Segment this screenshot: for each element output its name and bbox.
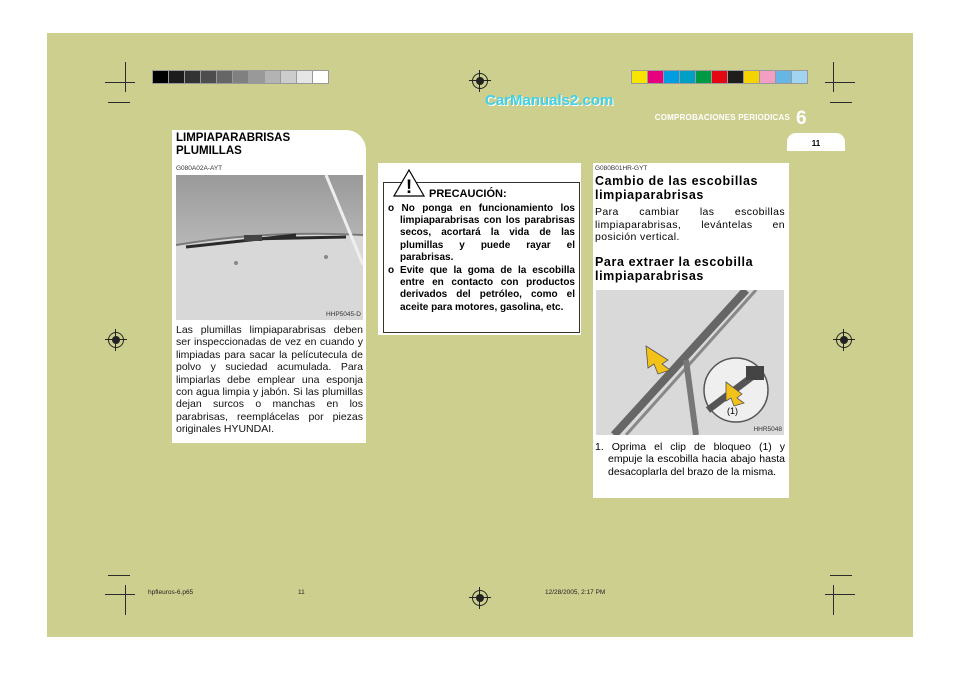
calibration-swatch xyxy=(153,71,168,83)
calibration-swatch xyxy=(696,71,711,83)
crop-mark xyxy=(108,102,130,103)
calibration-swatch xyxy=(680,71,695,83)
crop-mark xyxy=(105,82,135,83)
calibration-swatch xyxy=(217,71,232,83)
chapter-title: COMPROBACIONES PERIODICAS xyxy=(654,113,790,122)
crop-mark xyxy=(825,594,855,595)
footer-page-number: 11 xyxy=(298,589,305,596)
replacement-intro: Para cambiar las escobillas limpiaparabrisas, levántelas en posición vertical. xyxy=(595,206,785,244)
registration-target-icon xyxy=(105,329,127,351)
page-number: 11 xyxy=(811,139,821,148)
right-column xyxy=(593,163,789,498)
caution-item: o Evite que la goma de la escobilla entre en contacto con productos derivados del petróleo, como el aceite para motores, gasolina, etc. xyxy=(388,265,575,313)
calibration-swatch xyxy=(249,71,264,83)
watermark-link[interactable]: CarManuals2.com xyxy=(485,92,614,109)
calibration-swatch xyxy=(776,71,791,83)
calibration-swatch xyxy=(728,71,743,83)
footer-date: 12/28/2005, 2:17 PM xyxy=(545,589,606,596)
page-number-tab xyxy=(787,133,845,151)
wiper-blade-removal-illustration xyxy=(596,290,784,435)
crop-mark xyxy=(125,62,126,92)
calibration-swatch xyxy=(265,71,280,83)
caution-item: o No ponga en funcionamiento los limpiaparabrisas con los parabrisas secos, acortará la vida de las plumillas y puede rayar el parabrisas. xyxy=(388,203,575,263)
calibration-swatch xyxy=(281,71,296,83)
registration-target-icon xyxy=(833,329,855,351)
crop-mark xyxy=(125,585,126,615)
crop-mark xyxy=(833,585,834,615)
calibration-swatch xyxy=(648,71,663,83)
calibration-swatch xyxy=(792,71,807,83)
calibration-swatch xyxy=(744,71,759,83)
caution-title: PRECAUCIÓN: xyxy=(429,188,507,200)
section-title-line1: LIMPIAPARABRISAS xyxy=(176,132,291,144)
section-code: G080B01HR-GYT xyxy=(595,165,648,172)
calibration-swatch xyxy=(233,71,248,83)
calibration-swatch xyxy=(712,71,727,83)
caution-box xyxy=(383,177,580,333)
photo-caption: HHP5045-D xyxy=(325,311,361,318)
calibration-swatch xyxy=(201,71,216,83)
windshield-wiper-photo xyxy=(176,175,363,320)
registration-target-icon xyxy=(469,70,491,92)
footer-file-name: hpfleuros-6.p65 xyxy=(148,589,194,596)
replacement-heading: Cambio de las escobillas limpiaparabrisas xyxy=(595,174,759,202)
crop-mark xyxy=(108,575,130,576)
section-code: G080A02A-AYT xyxy=(176,165,223,172)
chapter-number: 6 xyxy=(796,108,807,129)
calibration-swatch xyxy=(297,71,312,83)
caution-list xyxy=(388,203,575,315)
step-one: 1. Oprima el clip de bloqueo (1) y empuje la escobilla hacia abajo hasta desacoplarla del brazo de la misma. xyxy=(595,441,785,478)
callout-label: (1) xyxy=(727,406,738,416)
registration-target-icon xyxy=(469,587,491,609)
warning-glyph: ! xyxy=(405,177,413,197)
calibration-swatch xyxy=(185,71,200,83)
crop-mark xyxy=(105,594,135,595)
left-column xyxy=(172,163,366,443)
crop-mark xyxy=(830,102,852,103)
calibration-swatch xyxy=(760,71,775,83)
section-title-line2: PLUMILLAS xyxy=(176,145,242,157)
section-title-tab xyxy=(172,130,366,163)
crop-mark xyxy=(833,62,834,92)
calibration-swatch xyxy=(313,71,328,83)
removal-subheading: Para extraer la escobilla limpiaparabrisas xyxy=(595,255,754,283)
section-title xyxy=(176,132,290,158)
warning-triangle-icon xyxy=(393,169,425,197)
crop-mark xyxy=(825,82,855,83)
illustration-caption: HHR5048 xyxy=(753,426,782,433)
calibration-swatch xyxy=(169,71,184,83)
calibration-swatch xyxy=(632,71,647,83)
calibration-swatch xyxy=(664,71,679,83)
wiper-inspection-paragraph: Las plumillas limpiaparabrisas deben ser inspeccionadas de vez en cuando y limpiadas para sacar la pelícutecula de polvo y suciedad acumulada. Para limpiarlas debe emplear una esponja con agua limpia y jabón. Si las plumillas dejan surcos o manchas en los parabrisas, reemplácelas por piezas originales HYUNDAI. xyxy=(176,324,363,436)
crop-mark xyxy=(830,575,852,576)
